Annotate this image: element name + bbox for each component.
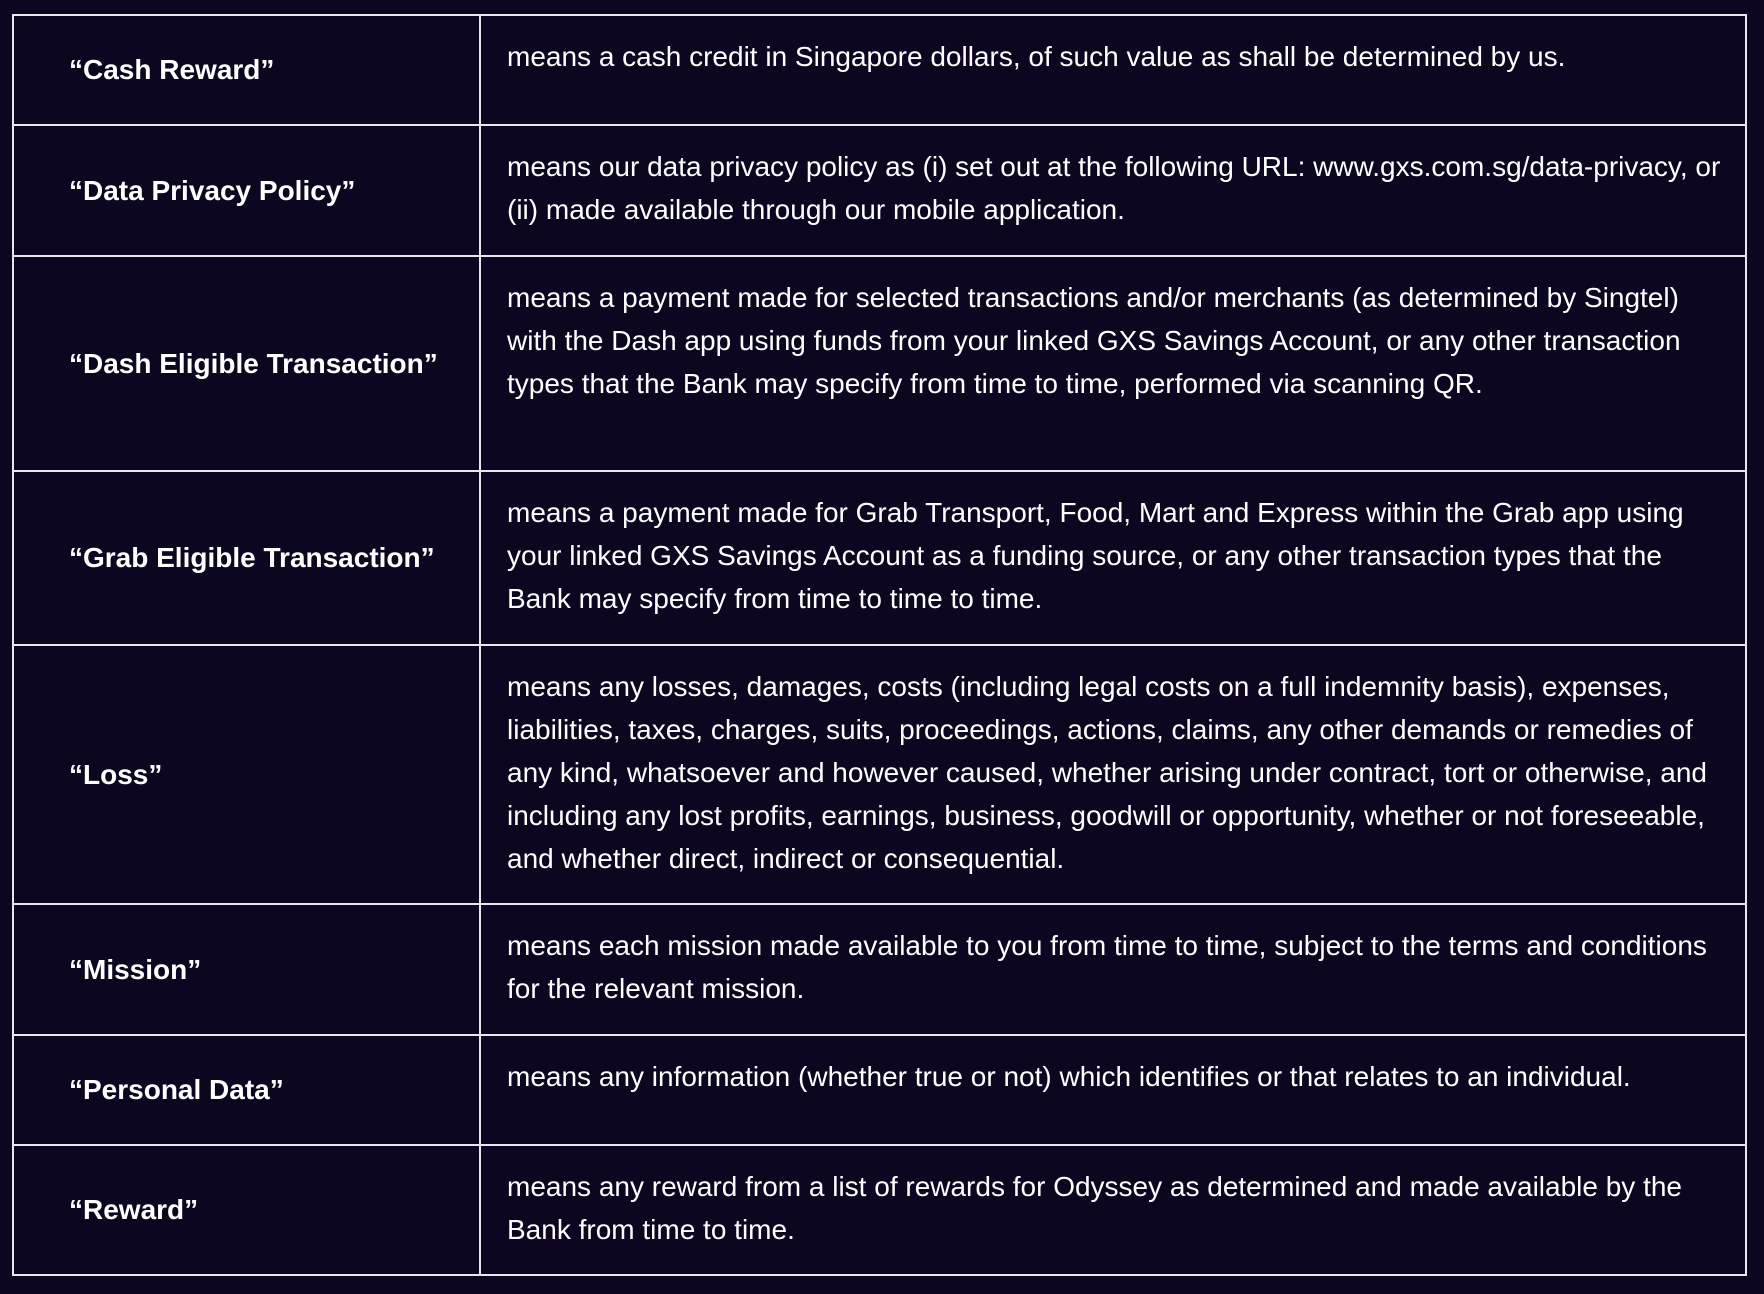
term-reward: “Reward” bbox=[13, 1145, 480, 1275]
definition-row-data-privacy-policy bbox=[13, 125, 1746, 256]
definition-personal-data: means any information (whether true or not) which identifies or that relates to an individual. bbox=[507, 1061, 1631, 1092]
definition-mission: means each mission made available to you from time to time, subject to the terms and conditions for the relevant mission. bbox=[507, 930, 1707, 1004]
definition-cash-reward: means a cash credit in Singapore dollars, of such value as shall be determined by us. bbox=[507, 41, 1566, 72]
definition-row-loss bbox=[13, 645, 1746, 904]
definition-data-privacy-policy: means our data privacy policy as (i) set out at the following URL: www.gxs.com.sg/data-privacy, or (ii) made available through our mobile application. bbox=[507, 151, 1721, 225]
definition-row-grab-eligible-transaction bbox=[13, 471, 1746, 645]
term-dash-eligible-transaction: “Dash Eligible Transaction” bbox=[13, 256, 480, 471]
definition-grab-eligible-transaction: means a payment made for Grab Transport, Food, Mart and Express within the Grab app using your linked GXS Savings Account as a funding source, or any other transaction types that the Bank may specify from time to time to time. bbox=[507, 497, 1684, 614]
definition-row-mission bbox=[13, 904, 1746, 1035]
definition-row-reward bbox=[13, 1145, 1746, 1275]
definitions-table bbox=[12, 14, 1747, 1276]
term-loss: “Loss” bbox=[13, 645, 480, 904]
term-cash-reward: “Cash Reward” bbox=[13, 15, 480, 125]
definition-row-personal-data bbox=[13, 1035, 1746, 1145]
definition-loss: means any losses, damages, costs (including legal costs on a full indemnity basis), expenses, liabilities, taxes, charges, suits, proceedings, actions, claims, any other demands or remedies of any kind, whatsoever and however caused, whether arising under contract, tort or otherwise, and including any lost profits, earnings, business, goodwill or opportunity, whether or not foreseeable, and whether direct, indirect or consequential. bbox=[507, 671, 1707, 874]
definition-row-cash-reward bbox=[13, 15, 1746, 125]
term-personal-data: “Personal Data” bbox=[13, 1035, 480, 1145]
definition-row-dash-eligible-transaction bbox=[13, 256, 1746, 471]
definition-dash-eligible-transaction: means a payment made for selected transactions and/or merchants (as determined by Singtel) with the Dash app using funds from your linked GXS Savings Account, or any other transaction types that the Bank may specify from time to time, performed via scanning QR. bbox=[507, 282, 1681, 399]
term-mission: “Mission” bbox=[13, 904, 480, 1035]
definition-reward: means any reward from a list of rewards for Odyssey as determined and made available by the Bank from time to time. bbox=[507, 1171, 1683, 1245]
term-grab-eligible-transaction: “Grab Eligible Transaction” bbox=[13, 471, 480, 645]
term-data-privacy-policy: “Data Privacy Policy” bbox=[13, 125, 480, 256]
